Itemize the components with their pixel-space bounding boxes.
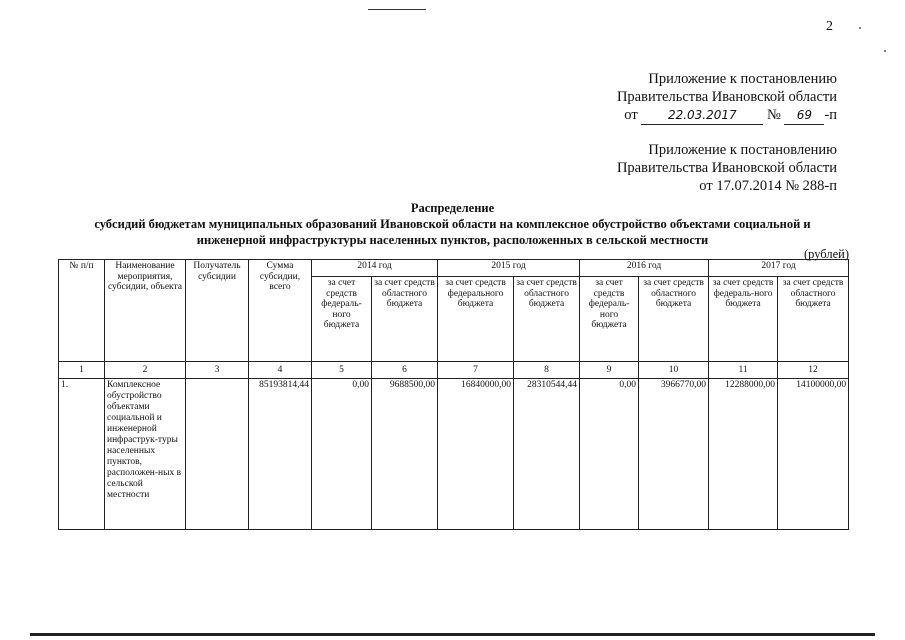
number-prefix: № [766,107,781,123]
column-number: 8 [514,362,580,379]
bottom-scan-edge [30,633,875,636]
header-funding-source: за счет средств федерального бюджета [438,277,514,362]
column-number: 4 [249,362,312,379]
header-funding-source: за счет средств федераль-ного бюджета [580,277,639,362]
date-prefix: от [624,107,638,123]
row-value: 0,00 [580,379,639,530]
column-number: 5 [312,362,372,379]
row-total: 85193814,44 [249,379,312,530]
scan-speck [859,27,861,29]
subsidy-table [58,259,849,530]
units-label: (рублей) [803,247,849,261]
header-funding-source: за счет средств федераль-ного бюджета [312,277,372,362]
handwritten-number: 69 [784,106,824,125]
row-value: 3966770,00 [639,379,709,530]
header-total: Сумма субсидии, всего [249,260,312,362]
number-suffix: -п [824,107,837,123]
row-recipient [186,379,249,530]
document-subtitle-line: субсидий бюджетам муниципальных образований Ивановской области на комплексное обустройство объектами социальной и [94,217,811,231]
header-name: Наименование мероприятия, субсидии, объекта [105,260,186,362]
row-num: 1. [59,379,105,530]
stamp-line: Правительства Ивановской области [616,89,837,105]
row-name: Комплексное обустройство объектами социальной и инженерной инфраструк-туры населенных пунктов, расположен-ных в сельской местности [105,379,186,530]
column-number: 10 [639,362,709,379]
stamp-line: Приложение к постановлению [648,71,837,87]
row-value: 14100000,00 [778,379,849,530]
header-recipient: Получатель субсидии [186,260,249,362]
document-title: Распределение [410,201,495,215]
handwritten-date: 22.03.2017 [641,106,763,125]
header-funding-source: за счет средств областного бюджета [372,277,438,362]
header-funding-source: за счет средств федераль-ного бюджета [709,277,778,362]
header-year: 2017 год [709,260,849,277]
scan-speck [884,50,886,52]
row-value: 28310544,44 [514,379,580,530]
header-year: 2016 год [580,260,709,277]
approval-stamp-original [617,141,837,195]
header-funding-source: за счет средств областного бюджета [639,277,709,362]
stamp-line: Правительства Ивановской области [616,160,837,176]
top-rule [368,9,426,10]
column-number: 1 [59,362,105,379]
stamp-date-line [617,106,837,125]
header-num: № п/п [59,260,105,362]
column-number: 7 [438,362,514,379]
stamp-line: от 17.07.2014 № 288-п [699,178,837,194]
column-number: 9 [580,362,639,379]
row-value: 12288000,00 [709,379,778,530]
approval-stamp-current [617,70,837,125]
row-value: 16840000,00 [438,379,514,530]
header-funding-source: за счет средств областного бюджета [778,277,849,362]
row-value: 0,00 [312,379,372,530]
column-number-row [59,362,849,379]
column-number: 3 [186,362,249,379]
column-number: 11 [709,362,778,379]
document-subtitle-line: инженерной инфраструктуры населенных пунктов, расположенных в сельской местности [196,233,709,247]
column-number: 12 [778,362,849,379]
header-year: 2014 год [312,260,438,277]
stamp-line: Приложение к постановлению [648,142,837,158]
column-number: 6 [372,362,438,379]
header-funding-source: за счет средств областного бюджета [514,277,580,362]
header-year: 2015 год [438,260,580,277]
row-value: 9688500,00 [372,379,438,530]
page-number: 2 [826,19,833,34]
table-row [59,379,849,530]
column-number: 2 [105,362,186,379]
